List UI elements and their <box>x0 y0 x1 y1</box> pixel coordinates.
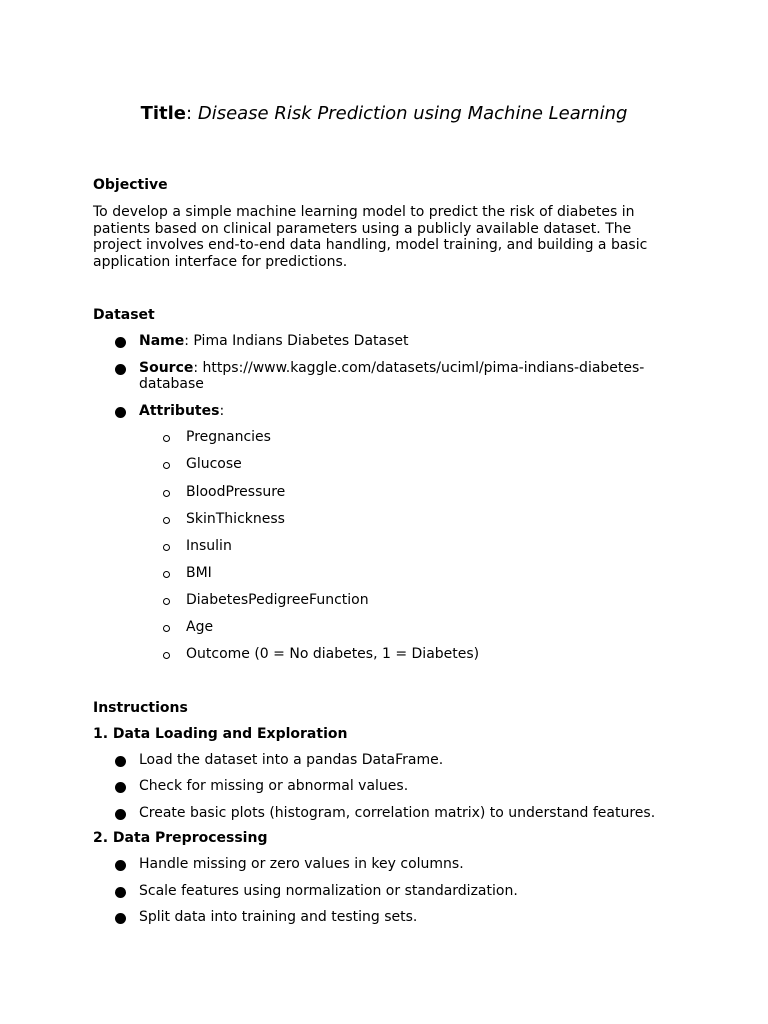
attribute-item <box>93 511 693 528</box>
attribute-label: Age <box>186 619 214 636</box>
objective-line: application interface for predictions. <box>93 253 348 270</box>
attributes-list <box>93 429 693 662</box>
list-item-text: Create basic plots (histogram, correlation matrix) to understand features. <box>139 804 656 821</box>
attribute-item <box>93 429 693 446</box>
list-item <box>93 856 693 873</box>
bullet-icon <box>115 913 126 924</box>
circle-bullet-icon <box>163 571 170 578</box>
list-item <box>93 805 693 822</box>
attribute-label: DiabetesPedigreeFunction <box>186 591 369 608</box>
document-title <box>0 102 768 126</box>
attribute-label: BloodPressure <box>186 483 286 500</box>
document-body <box>93 176 693 926</box>
dataset-attributes-label: Attributes <box>139 402 220 419</box>
circle-bullet-icon <box>163 544 170 551</box>
attribute-item <box>93 619 693 636</box>
dataset-attributes-colon: : <box>219 402 225 419</box>
circle-bullet-icon <box>163 652 170 659</box>
circle-bullet-icon <box>163 598 170 605</box>
attribute-item <box>93 538 693 555</box>
objective-line: project involves end-to-end data handling, model training, and building a basic <box>93 237 648 254</box>
section-list <box>93 856 693 926</box>
attribute-label: BMI <box>186 564 212 581</box>
objective-heading: Objective <box>93 177 168 193</box>
dataset-source-url: : https://www.kaggle.com/datasets/uciml/pima-indians-diabetes- <box>193 359 645 376</box>
list-item-text: Split data into training and testing sets. <box>139 909 418 926</box>
objective-line: To develop a simple machine learning model to predict the risk of diabetes in <box>93 204 635 220</box>
circle-bullet-icon <box>163 435 170 442</box>
attribute-item <box>93 565 693 582</box>
section-title: 2. Data Preprocessing <box>93 830 268 847</box>
attribute-label: Pregnancies <box>186 429 271 446</box>
attribute-label: SkinThickness <box>186 510 285 527</box>
list-item <box>93 778 693 795</box>
attribute-label: Insulin <box>186 537 232 554</box>
list-item <box>93 752 693 769</box>
dataset-source-url-cont: database <box>139 376 204 393</box>
circle-bullet-icon <box>163 517 170 524</box>
list-item-text: Load the dataset into a pandas DataFrame. <box>139 751 444 768</box>
circle-bullet-icon <box>163 462 170 469</box>
list-item <box>93 333 693 350</box>
attribute-item <box>93 456 693 473</box>
attribute-item <box>93 646 693 663</box>
bullet-icon <box>115 407 126 418</box>
list-item-text: Check for missing or abnormal values. <box>139 778 409 795</box>
dataset-source-label: Source <box>139 359 194 376</box>
list-item <box>93 909 693 926</box>
attribute-label: Glucose <box>186 456 242 473</box>
circle-bullet-icon <box>163 625 170 632</box>
bullet-icon <box>115 364 126 375</box>
list-item-text: Handle missing or zero values in key columns. <box>139 856 464 873</box>
bullet-icon <box>115 809 126 820</box>
objective-line: patients based on clinical parameters using a publicly available dataset. The <box>93 220 632 237</box>
dataset-name-label: Name <box>139 333 185 350</box>
section-title: 1. Data Loading and Exploration <box>93 725 348 742</box>
attribute-label: Outcome (0 = No diabetes, 1 = Diabetes) <box>186 646 480 663</box>
bullet-icon <box>115 756 126 767</box>
list-item <box>93 883 693 900</box>
list-item <box>93 403 693 420</box>
bullet-icon <box>115 782 126 793</box>
objective-paragraph <box>93 204 693 270</box>
section-list <box>93 752 693 822</box>
bullet-icon <box>115 887 126 898</box>
instructions-heading: Instructions <box>93 699 188 716</box>
dataset-heading: Dataset <box>93 307 155 324</box>
list-item-text: Scale features using normalization or standardization. <box>139 882 518 899</box>
title-separator: : <box>186 103 193 124</box>
dataset-name-value: : Pima Indians Diabetes Dataset <box>184 333 409 350</box>
bullet-icon <box>115 860 126 871</box>
dataset-list <box>93 333 693 419</box>
bullet-icon <box>115 337 126 348</box>
list-item <box>93 360 693 393</box>
attribute-item <box>93 484 693 501</box>
title-label: Title <box>140 103 187 124</box>
circle-bullet-icon <box>163 490 170 497</box>
title-text: Disease Risk Prediction using Machine Learning <box>197 103 628 124</box>
attribute-item <box>93 592 693 609</box>
